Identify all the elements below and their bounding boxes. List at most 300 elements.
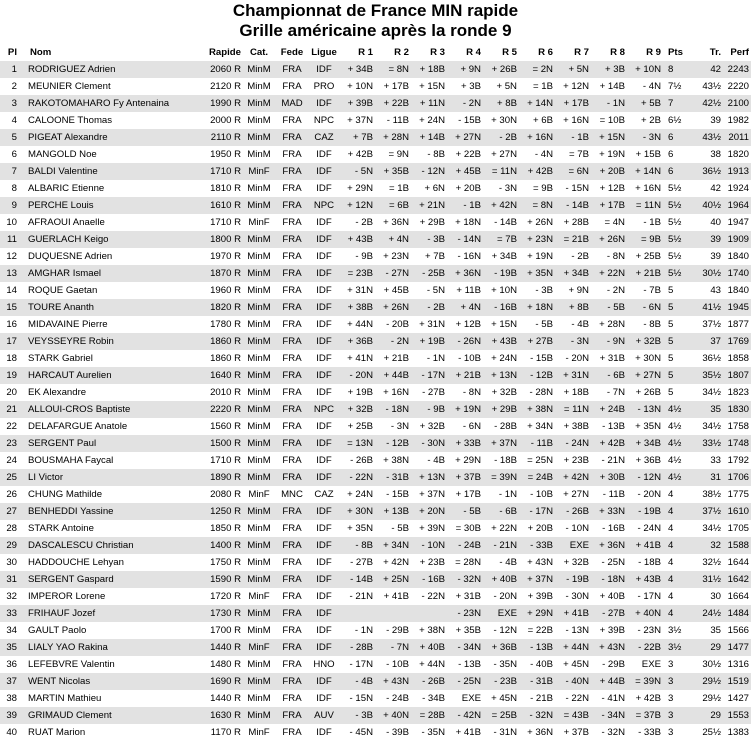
cell-round-9: - 20N	[628, 486, 664, 503]
cell-round-1	[340, 605, 376, 622]
cell-round-2: + 23N	[376, 248, 412, 265]
cell-round-2: - 15B	[376, 486, 412, 503]
cell-name: GAULT Paolo	[25, 622, 197, 639]
col-header-tiebreak: Tr.	[709, 47, 721, 58]
cell-round-7: - 30N	[556, 588, 592, 605]
cell-round-8: - 11B	[592, 486, 628, 503]
cell-name: RUAT Marion	[25, 724, 197, 741]
cell-round-8: = 10B	[592, 112, 628, 129]
cell-round-7: + 31N	[556, 367, 592, 384]
cell-performance: 1383	[723, 724, 751, 741]
cell-round-8: + 42B	[592, 435, 628, 452]
cell-place: 14	[0, 282, 25, 299]
cell-round-7: = 7B	[556, 146, 592, 163]
cell-points: 4½	[664, 418, 692, 435]
cell-round-6: - 21B	[520, 690, 556, 707]
cell-round-8: - 7N	[592, 384, 628, 401]
col-header-round-6: R 6	[538, 47, 553, 58]
cell-round-9: + 27N	[628, 367, 664, 384]
cell-rating: 1640 R	[197, 367, 242, 384]
cell-tiebreak: 40	[692, 214, 723, 231]
cell-round-9: - 18B	[628, 554, 664, 571]
cell-rating: 1630 R	[197, 707, 242, 724]
cell-round-7: - 4B	[556, 316, 592, 333]
cell-round-2: + 13B	[376, 503, 412, 520]
col-header-federation: Fede	[280, 47, 304, 58]
cell-round-5: + 40B	[484, 571, 520, 588]
cell-tiebreak: 32	[692, 537, 723, 554]
table-row	[0, 231, 751, 248]
cell-points: 5	[664, 367, 692, 384]
cell-round-6: + 18N	[520, 299, 556, 316]
cell-round-1: + 43B	[340, 231, 376, 248]
cell-name: FRIHAUF Jozef	[25, 605, 197, 622]
cell-tiebreak: 25½	[692, 724, 723, 741]
cell-rating: 1480 R	[197, 656, 242, 673]
cell-league: IDF	[308, 350, 340, 367]
cell-round-4: - 16N	[448, 248, 484, 265]
cell-round-7: + 44N	[556, 639, 592, 656]
cell-place: 6	[0, 146, 25, 163]
cell-round-7: + 23B	[556, 452, 592, 469]
cell-category: MinM	[242, 469, 276, 486]
cell-round-8: + 30B	[592, 469, 628, 486]
cell-round-3: + 37N	[412, 486, 448, 503]
cell-name: STARK Antoine	[25, 520, 197, 537]
cell-category: MinM	[242, 537, 276, 554]
cell-league: PRO	[308, 78, 340, 95]
cell-place: 23	[0, 435, 25, 452]
cell-points: 5½	[664, 197, 692, 214]
cell-round-6: - 5B	[520, 316, 556, 333]
cell-round-7: - 14B	[556, 197, 592, 214]
cell-league: NPC	[308, 401, 340, 418]
cell-place: 2	[0, 78, 25, 95]
cell-round-6: - 33B	[520, 537, 556, 554]
cell-round-7: = 43B	[556, 707, 592, 724]
cell-round-3: - 8B	[412, 146, 448, 163]
cell-category: MinM	[242, 78, 276, 95]
cell-points: 7½	[664, 78, 692, 95]
cell-tiebreak: 37½	[692, 316, 723, 333]
cell-round-3: - 12N	[412, 163, 448, 180]
table-row	[0, 452, 751, 469]
cell-category: MinM	[242, 520, 276, 537]
cell-points: 3	[664, 707, 692, 724]
cell-round-8: - 2N	[592, 282, 628, 299]
cell-performance: 1823	[723, 384, 751, 401]
cell-place: 7	[0, 163, 25, 180]
cell-round-7: - 15N	[556, 180, 592, 197]
cell-performance: 1924	[723, 180, 751, 197]
cell-league: IDF	[308, 214, 340, 231]
cell-league: IDF	[308, 61, 340, 78]
table-row	[0, 333, 751, 350]
cell-place: 30	[0, 554, 25, 571]
cell-round-6: + 27B	[520, 333, 556, 350]
cell-round-5: - 19B	[484, 265, 520, 282]
cell-name: STARK Gabriel	[25, 350, 197, 367]
cell-round-3: = 28B	[412, 707, 448, 724]
cell-name: MANGOLD Noe	[25, 146, 197, 163]
cell-round-4: + 29N	[448, 452, 484, 469]
cell-tiebreak: 33½	[692, 435, 723, 452]
cell-round-3: - 17N	[412, 367, 448, 384]
cell-league: IDF	[308, 163, 340, 180]
cell-name: VEYSSEYRE Robin	[25, 333, 197, 350]
cell-round-9: + 25B	[628, 248, 664, 265]
cell-federation: FRA	[276, 197, 308, 214]
cell-round-9: + 35N	[628, 418, 664, 435]
cell-league: IDF	[308, 724, 340, 741]
cell-round-3: + 15N	[412, 78, 448, 95]
cell-points: 4	[664, 605, 692, 622]
cell-points: 6	[664, 129, 692, 146]
cell-round-9: + 10N	[628, 61, 664, 78]
cell-points: 5	[664, 333, 692, 350]
cell-round-2: - 3N	[376, 418, 412, 435]
cell-category: MinM	[242, 61, 276, 78]
cell-round-9: + 26B	[628, 384, 664, 401]
cell-category: MinM	[242, 95, 276, 112]
table-row	[0, 605, 751, 622]
cell-tiebreak: 30½	[692, 265, 723, 282]
table-row	[0, 707, 751, 724]
cell-round-3: - 9B	[412, 401, 448, 418]
cell-federation: FRA	[276, 469, 308, 486]
cell-round-9: - 19B	[628, 503, 664, 520]
cell-performance: 1877	[723, 316, 751, 333]
cell-round-1: + 29N	[340, 180, 376, 197]
cell-round-2: + 35B	[376, 163, 412, 180]
cell-name: MEUNIER Clement	[25, 78, 197, 95]
cell-performance: 1588	[723, 537, 751, 554]
cell-round-8: + 24B	[592, 401, 628, 418]
cell-round-2: - 31B	[376, 469, 412, 486]
cell-round-8: + 3B	[592, 61, 628, 78]
cell-round-5: - 18B	[484, 452, 520, 469]
cell-points: 4	[664, 571, 692, 588]
cell-federation: FRA	[276, 350, 308, 367]
cell-round-9: EXE	[628, 656, 664, 673]
cell-round-6: + 34N	[520, 418, 556, 435]
cell-round-6: - 40B	[520, 656, 556, 673]
cell-category: MinM	[242, 622, 276, 639]
cell-place: 28	[0, 520, 25, 537]
cell-round-9: + 41B	[628, 537, 664, 554]
cell-round-7: + 5N	[556, 61, 592, 78]
cell-performance: 1642	[723, 571, 751, 588]
cell-tiebreak: 30	[692, 588, 723, 605]
cell-league: IDF	[308, 622, 340, 639]
cell-rating: 1560 R	[197, 418, 242, 435]
cell-tiebreak: 42½	[692, 95, 723, 112]
cell-points: 7	[664, 95, 692, 112]
cell-rating: 1500 R	[197, 435, 242, 452]
cell-rating: 1710 R	[197, 214, 242, 231]
cell-federation: FRA	[276, 639, 308, 656]
cell-federation: FRA	[276, 265, 308, 282]
cell-round-3: + 23B	[412, 554, 448, 571]
cell-rating: 1890 R	[197, 469, 242, 486]
cell-place: 40	[0, 724, 25, 741]
cell-points: 5½	[664, 248, 692, 265]
cell-category: MinM	[242, 554, 276, 571]
cell-federation: FRA	[276, 452, 308, 469]
cell-performance: 1769	[723, 333, 751, 350]
cell-round-2: + 36N	[376, 214, 412, 231]
cell-points: 6	[664, 163, 692, 180]
cell-round-4: + 20B	[448, 180, 484, 197]
cell-round-7: + 17B	[556, 95, 592, 112]
col-header-round-2: R 2	[394, 47, 409, 58]
cell-federation: FRA	[276, 537, 308, 554]
cell-tiebreak: 43	[692, 282, 723, 299]
cell-category: MinM	[242, 146, 276, 163]
cell-federation: FRA	[276, 180, 308, 197]
cell-federation: FRA	[276, 571, 308, 588]
cell-round-2: + 40N	[376, 707, 412, 724]
cell-round-2: - 18N	[376, 401, 412, 418]
cell-round-5: + 43B	[484, 333, 520, 350]
cell-category: MinM	[242, 452, 276, 469]
cell-round-2: = 8N	[376, 61, 412, 78]
cell-round-4: - 1B	[448, 197, 484, 214]
cell-tiebreak: 29½	[692, 690, 723, 707]
cell-federation: FRA	[276, 724, 308, 741]
cell-round-9: + 16N	[628, 180, 664, 197]
cell-round-4: + 21B	[448, 367, 484, 384]
cell-rating: 2010 R	[197, 384, 242, 401]
cell-round-3: - 26B	[412, 673, 448, 690]
cell-category: MinM	[242, 673, 276, 690]
cell-tiebreak: 42	[692, 180, 723, 197]
cell-tiebreak: 39	[692, 231, 723, 248]
cell-round-3: + 20N	[412, 503, 448, 520]
cell-round-4: - 13B	[448, 656, 484, 673]
cell-round-2: + 22B	[376, 95, 412, 112]
table-row	[0, 316, 751, 333]
cell-category: MinM	[242, 248, 276, 265]
cell-round-9: - 33B	[628, 724, 664, 741]
cell-round-6: - 4N	[520, 146, 556, 163]
cell-round-7: - 24N	[556, 435, 592, 452]
cell-performance: 1840	[723, 282, 751, 299]
cell-round-3: - 25B	[412, 265, 448, 282]
cell-round-1: = 13N	[340, 435, 376, 452]
cell-place: 25	[0, 469, 25, 486]
cell-round-2: + 28N	[376, 129, 412, 146]
cell-round-1: - 14B	[340, 571, 376, 588]
cell-round-3: + 24N	[412, 112, 448, 129]
cell-rating: 1860 R	[197, 333, 242, 350]
cell-round-5: + 29B	[484, 401, 520, 418]
table-row	[0, 656, 751, 673]
cell-tiebreak: 24½	[692, 605, 723, 622]
table-row	[0, 248, 751, 265]
cell-name: BENHEDDI Yassine	[25, 503, 197, 520]
cell-federation: FRA	[276, 401, 308, 418]
cell-round-9: - 17N	[628, 588, 664, 605]
cell-round-2: - 27N	[376, 265, 412, 282]
cell-category: MinM	[242, 690, 276, 707]
cell-league: IDF	[308, 520, 340, 537]
cell-round-8: - 21N	[592, 452, 628, 469]
cell-round-7: + 8B	[556, 299, 592, 316]
cell-round-5: + 10N	[484, 282, 520, 299]
cell-performance: 1964	[723, 197, 751, 214]
cell-federation: FRA	[276, 588, 308, 605]
cell-performance: 1820	[723, 146, 751, 163]
cell-points: 4½	[664, 452, 692, 469]
cell-league: IDF	[308, 605, 340, 622]
cell-round-5: - 2B	[484, 129, 520, 146]
table-row	[0, 401, 751, 418]
page-header	[0, 0, 751, 43]
cell-tiebreak: 31	[692, 469, 723, 486]
cell-round-4: - 8N	[448, 384, 484, 401]
cell-federation: FRA	[276, 656, 308, 673]
cell-round-5: - 16B	[484, 299, 520, 316]
cell-place: 4	[0, 112, 25, 129]
cell-league: IDF	[308, 384, 340, 401]
cell-points: 4½	[664, 401, 692, 418]
cell-federation: FRA	[276, 622, 308, 639]
col-header-round-8: R 8	[610, 47, 625, 58]
cell-round-6: - 28N	[520, 384, 556, 401]
cell-performance: 1748	[723, 435, 751, 452]
cell-category: MinF	[242, 724, 276, 741]
cell-round-6: + 36N	[520, 724, 556, 741]
cell-performance: 1945	[723, 299, 751, 316]
table-row	[0, 146, 751, 163]
cell-round-5: + 27N	[484, 146, 520, 163]
cell-name: CALOONE Thomas	[25, 112, 197, 129]
cell-round-6: + 23N	[520, 231, 556, 248]
cell-round-8: + 39B	[592, 622, 628, 639]
cell-round-3: + 39N	[412, 520, 448, 537]
cell-tiebreak: 30½	[692, 656, 723, 673]
cell-round-4: - 6N	[448, 418, 484, 435]
cell-round-6: + 6B	[520, 112, 556, 129]
cell-round-8: - 13B	[592, 418, 628, 435]
cell-federation: FRA	[276, 146, 308, 163]
cell-round-1: - 4B	[340, 673, 376, 690]
cell-round-2: + 4N	[376, 231, 412, 248]
cell-round-3: - 1N	[412, 350, 448, 367]
cell-points: 3	[664, 690, 692, 707]
cell-round-7: - 19B	[556, 571, 592, 588]
cell-performance: 2100	[723, 95, 751, 112]
cell-round-8: + 22N	[592, 265, 628, 282]
cell-points: 4	[664, 537, 692, 554]
cell-round-2: + 21B	[376, 350, 412, 367]
cell-rating: 1870 R	[197, 265, 242, 282]
cell-round-5: - 4B	[484, 554, 520, 571]
table-row	[0, 520, 751, 537]
cell-round-5: + 24N	[484, 350, 520, 367]
table-row	[0, 384, 751, 401]
cell-round-2: - 39B	[376, 724, 412, 741]
cell-round-6: + 26N	[520, 214, 556, 231]
cell-round-5: EXE	[484, 605, 520, 622]
cell-performance: 1610	[723, 503, 751, 520]
cell-round-3: + 32B	[412, 418, 448, 435]
cell-tiebreak: 36½	[692, 163, 723, 180]
cell-round-6: + 43N	[520, 554, 556, 571]
cell-round-9: + 21B	[628, 265, 664, 282]
cell-round-9: - 1B	[628, 214, 664, 231]
cell-round-6: = 9B	[520, 180, 556, 197]
cell-name: GRIMAUD Clement	[25, 707, 197, 724]
cell-name: AFRAOUI Anaelle	[25, 214, 197, 231]
cell-round-5: - 31N	[484, 724, 520, 741]
cell-round-1: + 44N	[340, 316, 376, 333]
cell-round-3: - 30N	[412, 435, 448, 452]
cell-round-3: - 3B	[412, 231, 448, 248]
cell-place: 12	[0, 248, 25, 265]
cell-round-2: - 7N	[376, 639, 412, 656]
cell-federation: FRA	[276, 214, 308, 231]
cell-round-2: = 9N	[376, 146, 412, 163]
cell-league: IDF	[308, 248, 340, 265]
cell-points: 5	[664, 299, 692, 316]
cell-league: IDF	[308, 537, 340, 554]
cell-performance: 1830	[723, 401, 751, 418]
cell-round-4: - 42N	[448, 707, 484, 724]
table-row	[0, 95, 751, 112]
cell-round-1: - 2B	[340, 214, 376, 231]
cell-rating: 1710 R	[197, 452, 242, 469]
table-row	[0, 639, 751, 656]
cell-name: DELAFARGUE Anatole	[25, 418, 197, 435]
cell-place: 32	[0, 588, 25, 605]
cell-points: 8	[664, 61, 692, 78]
cell-tiebreak: 31½	[692, 571, 723, 588]
cell-federation: FRA	[276, 605, 308, 622]
cell-round-6: - 31B	[520, 673, 556, 690]
cell-round-7: + 16N	[556, 112, 592, 129]
cell-federation: FRA	[276, 163, 308, 180]
cell-round-6: - 11B	[520, 435, 556, 452]
table-row	[0, 350, 751, 367]
cell-tiebreak: 32½	[692, 554, 723, 571]
cell-round-1: - 26B	[340, 452, 376, 469]
cell-performance: 1566	[723, 622, 751, 639]
cell-round-7: + 32B	[556, 554, 592, 571]
cell-round-8: + 19N	[592, 146, 628, 163]
cell-category: MinM	[242, 333, 276, 350]
cell-round-4: + 4N	[448, 299, 484, 316]
cell-tiebreak: 29½	[692, 673, 723, 690]
cell-round-8: - 41N	[592, 690, 628, 707]
cell-league: NPC	[308, 197, 340, 214]
cell-performance: 1740	[723, 265, 751, 282]
cell-round-1: + 36B	[340, 333, 376, 350]
cell-league: IDF	[308, 503, 340, 520]
cell-round-4: - 14N	[448, 231, 484, 248]
cell-round-9: - 13N	[628, 401, 664, 418]
cell-name: LI Victor	[25, 469, 197, 486]
cell-performance: 1664	[723, 588, 751, 605]
cell-federation: FRA	[276, 418, 308, 435]
cell-round-5: + 26B	[484, 61, 520, 78]
table-row	[0, 282, 751, 299]
cell-round-1: + 25B	[340, 418, 376, 435]
cell-round-5: - 20N	[484, 588, 520, 605]
cell-round-8: + 44B	[592, 673, 628, 690]
cell-round-8: - 8N	[592, 248, 628, 265]
